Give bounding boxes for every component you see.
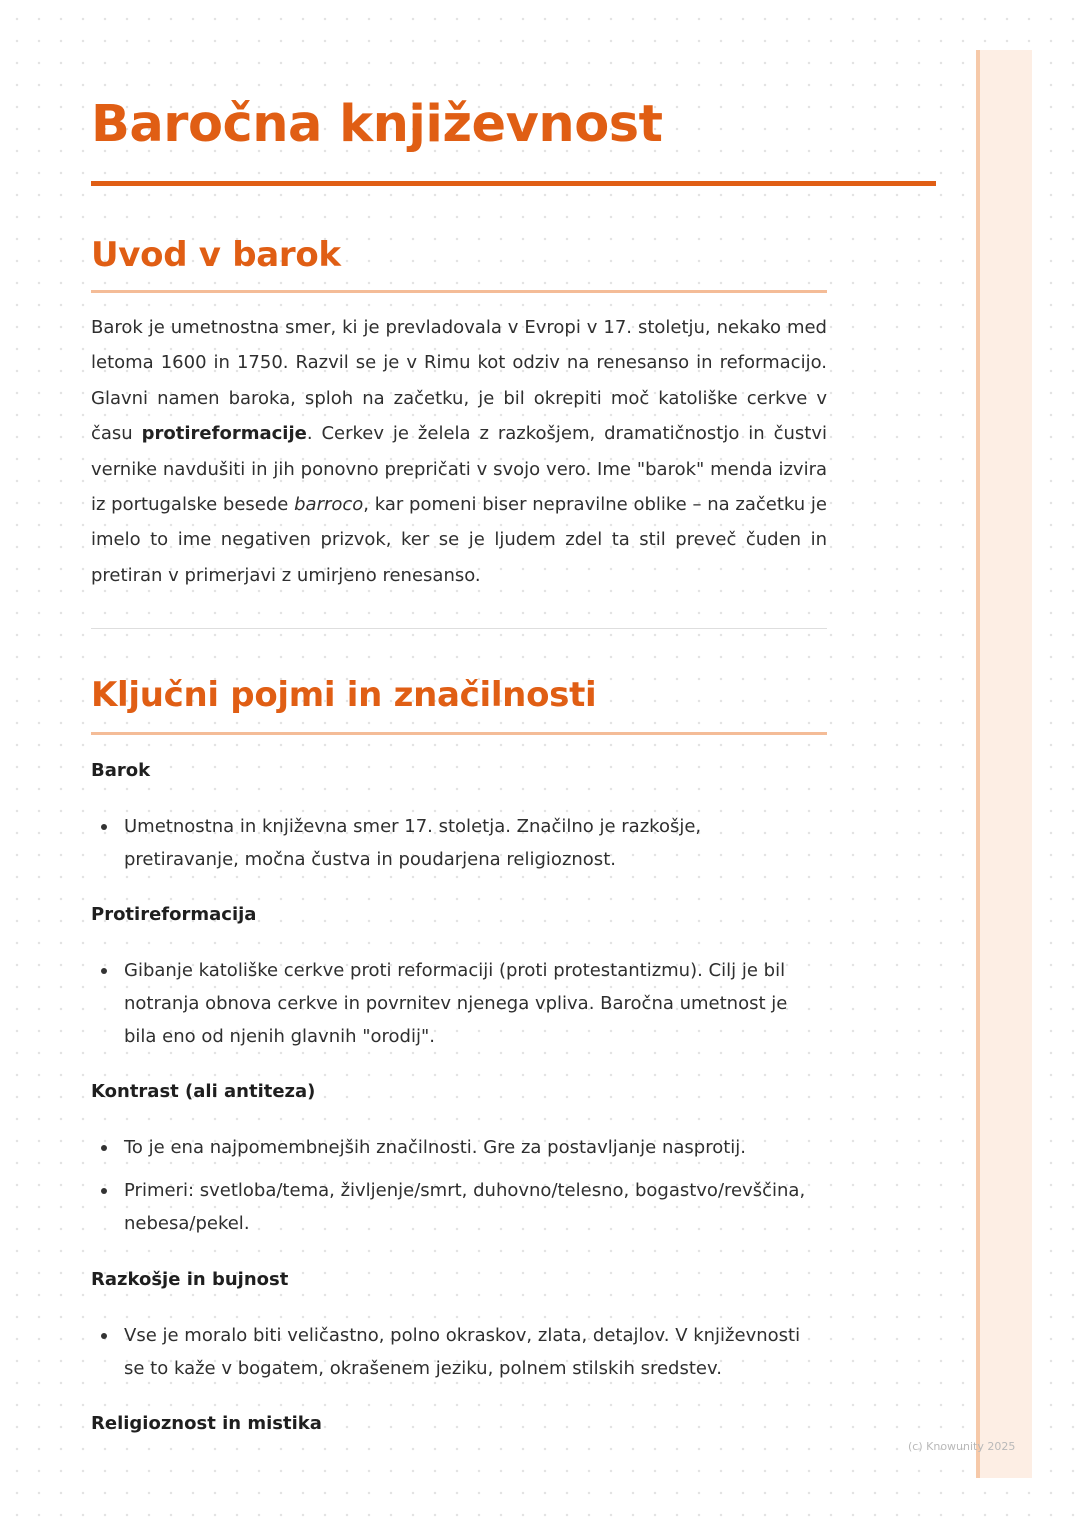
list-item: Umetnostna in književna smer 17. stoletja. Značilno je razkošje, pretiravanje, močna čustva in poudarjena religioznost. [91,810,811,876]
document-content [91,92,828,1434]
term-title-protireformacija: Protireformacija [91,904,257,925]
title-underline [91,181,936,186]
intro-bold-term: protireformacije [141,423,307,445]
intro-paragraph [91,310,827,593]
term-title-razkosje: Razkošje in bujnost [91,1269,289,1290]
term-bullets-kontrast [91,1131,811,1250]
list-item: To je ena najpomembnejših značilnosti. Gre za postavljanje nasprotij. [91,1131,811,1164]
term-title-kontrast: Kontrast (ali antiteza) [91,1081,316,1102]
page-margin-strip [976,50,1032,1478]
term-bullets-barok [91,810,811,886]
term-bullets-razkosje [91,1319,811,1395]
section-heading-key-terms: Ključni pojmi in značilnosti [91,675,597,715]
term-title-barok: Barok [91,760,151,781]
intro-text-part-2: . Cerkev je želela z razkošjem, dramatičnostjo in čustvi vernike navdušiti in jih ponovno prepričati v svojo vero. Ime "barok" menda izvira iz portugalske besede [91,423,828,516]
term-title-religioznost: Religioznost in mistika [91,1413,322,1434]
section-heading-intro: Uvod v barok [91,235,341,275]
copyright-footer: (c) Knowunity 2025 [908,1440,1016,1453]
term-bullets-protireformacija [91,954,811,1063]
section-divider [91,628,827,629]
document-title: Baročna književnost [91,95,663,154]
intro-text-part-1: Barok je umetnostna smer, ki je prevladovala v Evropi v 17. stoletju, nekako med letoma 1600 in 1750. Razvil se je v Rimu kot odziv na renesanso in reformacijo. Glavni namen baroka, sploh na začetku, je bil okrepiti moč katoliške cerkve v času [91,317,827,445]
intro-text-part-3: , kar pomeni biser nepravilne oblike – na začetku je imelo to ime negativen prizvok, ker se je ljudem zdel ta stil preveč čuden in pretiran v primerjavi z umirjeno renesanso. [91,494,827,586]
intro-italic-word: barroco [294,494,364,516]
section-underline-key-terms [91,732,827,735]
list-item: Primeri: svetloba/tema, življenje/smrt, duhovno/telesno, bogastvo/revščina, nebesa/pekel. [91,1174,811,1240]
list-item: Gibanje katoliške cerkve proti reformaciji (proti protestantizmu). Cilj je bil notranja obnova cerkve in povrnitev njenega vpliva. Baročna umetnost je bila eno od njenih glavnih "orodij". [91,954,811,1053]
section-underline-intro [91,290,827,293]
list-item: Vse je moralo biti veličastno, polno okraskov, zlata, detajlov. V književnosti se to kaže v bogatem, okrašenem jeziku, polnem stilskih sredstev. [91,1319,811,1385]
